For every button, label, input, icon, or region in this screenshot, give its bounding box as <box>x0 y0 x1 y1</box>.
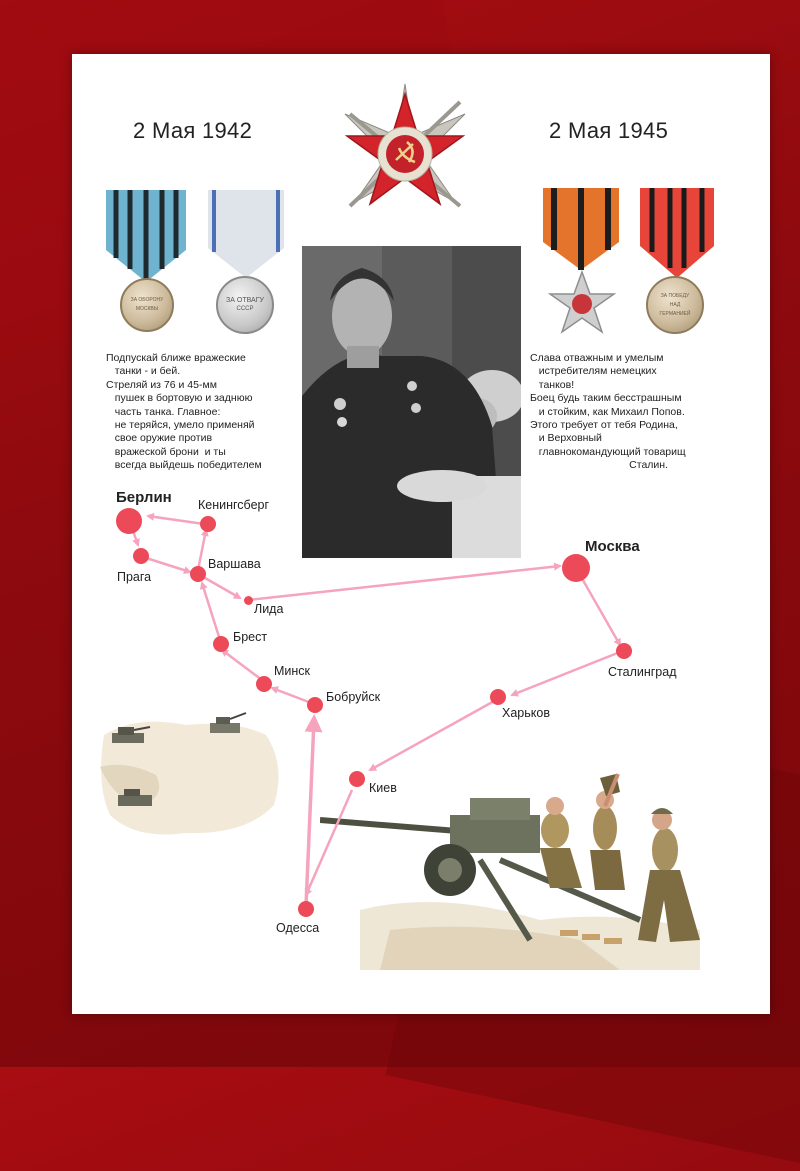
city-dot-minsk <box>256 676 272 692</box>
city-label-moscow: Москва <box>585 538 640 555</box>
city-label-stalingrad: Сталинград <box>608 665 677 679</box>
city-dot-kharkov <box>490 689 506 705</box>
city-label-kharkov: Харьков <box>502 706 550 720</box>
city-label-brest: Брест <box>233 630 268 644</box>
city-dot-praha <box>133 548 149 564</box>
city-dot-moscow <box>562 554 590 582</box>
city-dot-berlin <box>116 508 142 534</box>
city-label-praha: Прага <box>117 570 152 584</box>
city-label-bobruisk: Бобруйск <box>326 690 381 704</box>
city-label-odessa: Одесса <box>276 921 320 935</box>
medal-courage: ЗА ОТВАГУ СССР <box>216 276 274 334</box>
medal-victory: ЗА ПОБЕДУ НАД ГЕРМАНИЕЙ <box>646 276 704 334</box>
city-dot-lida <box>244 596 253 605</box>
city-dot-odessa <box>298 901 314 917</box>
city-dot-kiev <box>349 771 365 787</box>
city-dot-stalingrad <box>616 643 632 659</box>
caption-left: Подпускай ближе вражеские танки - и бей. Стреляй из 76 и 45-мм пушек в бортовую и заднюю часть танка. Главное: не теряйся, умело применяй свое оружие против вражеской брони и ты всегда выйдешь победителем <box>106 352 262 472</box>
city-dot-warsaw <box>190 566 206 582</box>
city-label-lida: Лида <box>254 602 284 616</box>
city-label-berlin: Берлин <box>116 489 172 506</box>
city-dot-bobruisk <box>307 697 323 713</box>
city-label-minsk: Минск <box>274 664 311 678</box>
date-right: 2 Мая 1945 <box>549 118 669 143</box>
date-left: 2 Мая 1942 <box>133 118 253 143</box>
caption-right: Слава отважным и умелым истребителям немецких танков! Боец будь таким бесстрашным и стойким, как Михаил Попов. Этого требует от тебя Родина, и Верховный главнокомандующий товарищ Сталин. <box>530 352 686 472</box>
city-dot-brest <box>213 636 229 652</box>
city-label-kiev: Киев <box>369 781 397 795</box>
city-label-konigsberg: Кенингсберг <box>198 498 270 512</box>
medal-defense-moscow: ЗА ОБОРОНУ МОСКВЫ <box>120 278 174 332</box>
city-label-warsaw: Варшава <box>208 557 261 571</box>
city-dot-konigsberg <box>200 516 216 532</box>
